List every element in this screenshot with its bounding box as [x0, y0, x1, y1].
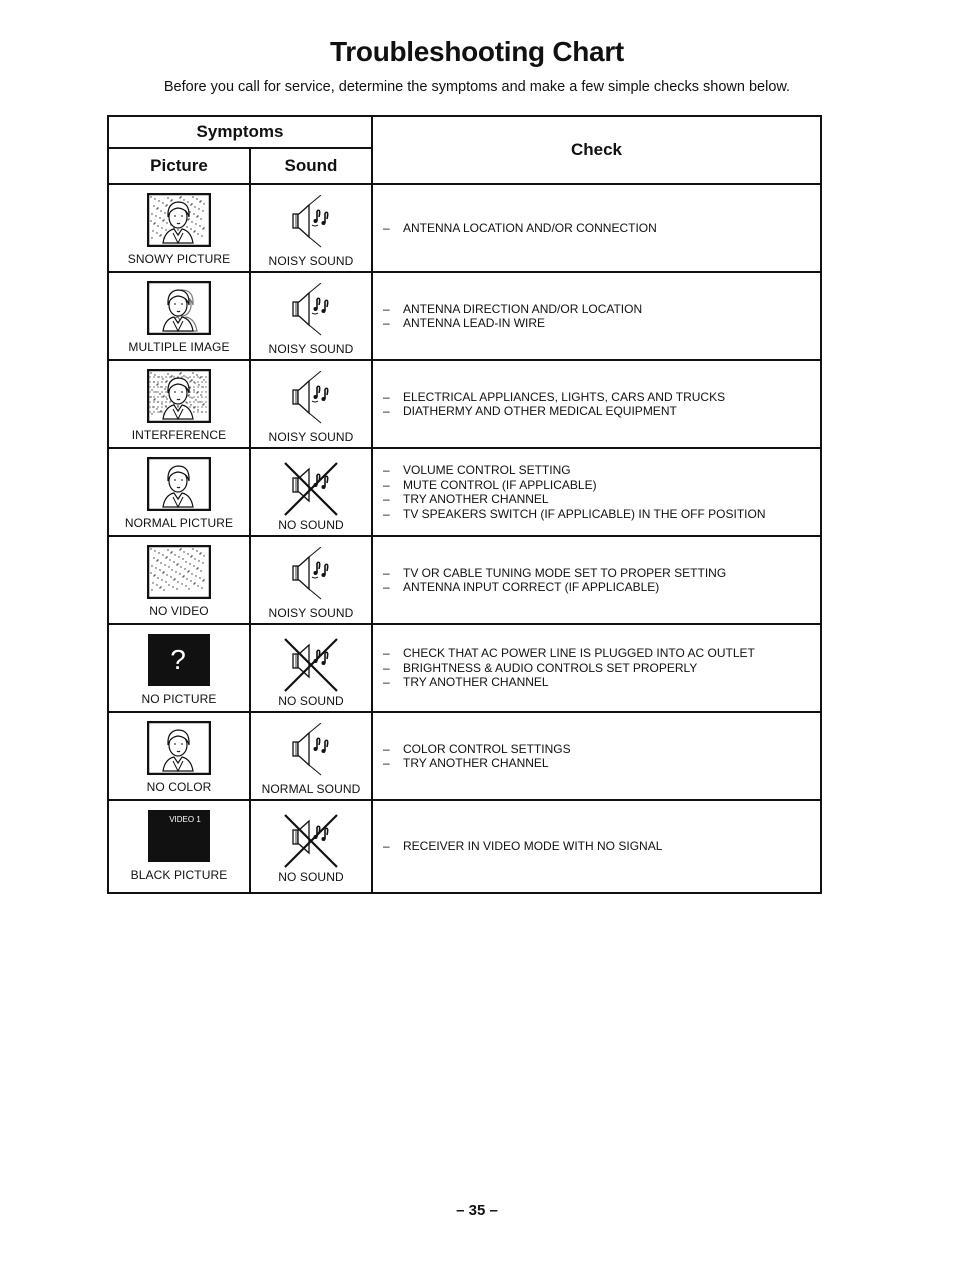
- svg-text:?: ?: [170, 644, 186, 675]
- check-item-text: TV SPEAKERS SWITCH (IF APPLICABLE) IN THE OFF POSITION: [403, 506, 766, 521]
- page-title: Troubleshooting Chart: [330, 36, 624, 67]
- check-item: [383, 390, 820, 405]
- table-row: [108, 624, 821, 712]
- no-sound-speaker-icon: [276, 459, 346, 515]
- picture-symptom-label: SNOWY PICTURE: [127, 252, 231, 266]
- sound-symptom-label: NOISY SOUND: [268, 342, 354, 356]
- check-item-text: ANTENNA DIRECTION AND/OR LOCATION: [403, 301, 643, 316]
- check-item: [383, 661, 820, 676]
- picture-cell: [108, 272, 250, 360]
- check-item: [383, 404, 820, 419]
- check-item: [383, 566, 820, 581]
- picture-cell: [108, 712, 250, 800]
- sound-symptom-label: NO SOUND: [278, 518, 344, 532]
- check-list: [383, 839, 820, 854]
- check-item-text: RECEIVER IN VIDEO MODE WITH NO SIGNAL: [403, 839, 663, 854]
- sound-cell: [250, 184, 372, 272]
- dash-bullet: –: [383, 839, 390, 854]
- check-cell: [372, 448, 821, 536]
- picture-symptom-label: NO COLOR: [146, 780, 212, 794]
- check-cell: [372, 536, 821, 624]
- sound-cell: [250, 712, 372, 800]
- dash-bullet: –: [383, 404, 390, 418]
- check-list: [383, 646, 820, 690]
- snowy-tv-icon: [147, 193, 211, 249]
- sound-symptom-label: NOISY SOUND: [268, 606, 354, 620]
- check-item: [383, 302, 820, 317]
- check-list: [383, 566, 820, 595]
- dash-bullet: –: [383, 580, 390, 594]
- check-item: [383, 742, 820, 757]
- dash-bullet: –: [383, 565, 390, 580]
- no-color-tv-icon: [147, 721, 211, 777]
- noisy-speaker-icon: [276, 547, 346, 603]
- troubleshooting-table: [107, 115, 822, 894]
- check-header: Check: [372, 116, 821, 184]
- check-item: [383, 492, 820, 507]
- interference-tv-icon: [147, 369, 211, 425]
- page-number: – 35 –: [456, 1202, 498, 1219]
- no-sound-speaker-icon: [276, 635, 346, 691]
- check-item-text: TRY ANOTHER CHANNEL: [403, 756, 549, 770]
- check-list: [383, 302, 820, 331]
- dash-bullet: –: [383, 477, 390, 492]
- sound-symptom-label: NORMAL SOUND: [261, 782, 361, 796]
- check-item: [383, 646, 820, 661]
- no-picture-tv-icon: [147, 633, 211, 689]
- check-item-text: DIATHERMY AND OTHER MEDICAL EQUIPMENT: [403, 404, 677, 418]
- no-video-tv-icon: [147, 545, 211, 601]
- check-cell: [372, 800, 821, 893]
- picture-cell: [108, 184, 250, 272]
- picture-cell: [108, 800, 250, 893]
- no-sound-speaker-icon: [276, 811, 346, 867]
- dash-bullet: –: [383, 389, 390, 404]
- sound-cell: [250, 360, 372, 448]
- multiple-image-tv-icon: [147, 281, 211, 337]
- dash-bullet: –: [383, 506, 390, 521]
- check-item-text: TRY ANOTHER CHANNEL: [403, 675, 549, 690]
- symptom-rows: [108, 184, 821, 893]
- picture-header: Picture: [108, 148, 250, 184]
- picture-symptom-label: BLACK PICTURE: [130, 868, 228, 882]
- check-list: [383, 463, 820, 521]
- dash-bullet: –: [383, 741, 390, 756]
- picture-symptom-label: INTERFERENCE: [131, 428, 227, 442]
- intro-text: Before you call for service, determine the symptoms and make a few simple checks shown below.: [163, 79, 791, 95]
- picture-symptom-label: MULTIPLE IMAGE: [128, 340, 230, 354]
- noisy-speaker-icon: [276, 195, 346, 251]
- check-item: [383, 507, 820, 522]
- dash-bullet: –: [383, 756, 390, 770]
- check-item: [383, 221, 820, 236]
- check-item-text: COLOR CONTROL SETTINGS: [403, 741, 571, 756]
- dash-bullet: –: [383, 316, 390, 330]
- sound-symptom-label: NO SOUND: [278, 870, 344, 884]
- check-cell: [372, 360, 821, 448]
- dash-bullet: –: [383, 463, 390, 477]
- table-row: [108, 272, 821, 360]
- sound-symptom-label: NOISY SOUND: [268, 430, 354, 444]
- picture-symptom-label: NO PICTURE: [141, 692, 217, 706]
- check-list: [383, 742, 820, 771]
- dash-bullet: –: [383, 492, 390, 506]
- noisy-speaker-icon: [276, 283, 346, 339]
- check-cell: [372, 624, 821, 712]
- check-cell: [372, 272, 821, 360]
- check-item-text: TV OR CABLE TUNING MODE SET TO PROPER SETTING: [403, 565, 727, 580]
- table-row: [108, 360, 821, 448]
- check-cell: [372, 712, 821, 800]
- check-item: [383, 316, 820, 331]
- check-item-text: MUTE CONTROL (IF APPLICABLE): [403, 477, 597, 492]
- check-item-text: VOLUME CONTROL SETTING: [403, 463, 571, 477]
- check-item: [383, 580, 820, 595]
- svg-text:VIDEO 1: VIDEO 1: [169, 815, 201, 824]
- sound-symptom-label: NOISY SOUND: [268, 254, 354, 268]
- check-item-text: CHECK THAT AC POWER LINE IS PLUGGED INTO AC OUTLET: [403, 646, 755, 661]
- picture-cell: [108, 624, 250, 712]
- picture-cell: [108, 360, 250, 448]
- black-screen-tv-icon: [147, 809, 211, 865]
- table-row: [108, 800, 821, 893]
- noisy-speaker-icon: [276, 371, 346, 427]
- check-item-text: ANTENNA LOCATION AND/OR CONNECTION: [403, 220, 657, 235]
- sound-cell: [250, 624, 372, 712]
- check-item-text: ELECTRICAL APPLIANCES, LIGHTS, CARS AND TRUCKS: [403, 389, 726, 404]
- table-row: [108, 712, 821, 800]
- picture-cell: [108, 448, 250, 536]
- sound-cell: [250, 536, 372, 624]
- dash-bullet: –: [383, 646, 390, 661]
- check-item-text: TRY ANOTHER CHANNEL: [403, 492, 549, 506]
- sound-cell: [250, 800, 372, 893]
- check-item: [383, 675, 820, 690]
- picture-symptom-label: NORMAL PICTURE: [124, 516, 234, 530]
- check-item-text: ANTENNA INPUT CORRECT (IF APPLICABLE): [403, 580, 660, 594]
- table-row: [108, 448, 821, 536]
- sound-symptom-label: NO SOUND: [278, 694, 344, 708]
- table-row: [108, 184, 821, 272]
- check-item: [383, 463, 820, 478]
- normal-speaker-icon: [276, 723, 346, 779]
- dash-bullet: –: [383, 660, 390, 675]
- picture-cell: [108, 536, 250, 624]
- sound-cell: [250, 448, 372, 536]
- check-cell: [372, 184, 821, 272]
- check-item: [383, 839, 820, 854]
- check-list: [383, 390, 820, 419]
- sound-cell: [250, 272, 372, 360]
- check-item: [383, 478, 820, 493]
- sound-header: Sound: [250, 148, 372, 184]
- dash-bullet: –: [383, 675, 390, 690]
- symptoms-header: Symptoms: [108, 116, 372, 148]
- table-row: [108, 536, 821, 624]
- normal-tv-icon: [147, 457, 211, 513]
- dash-bullet: –: [383, 301, 390, 316]
- check-list: [383, 221, 820, 236]
- dash-bullet: –: [383, 220, 390, 235]
- picture-symptom-label: NO VIDEO: [149, 604, 209, 618]
- check-item: [383, 756, 820, 771]
- check-item-text: ANTENNA LEAD-IN WIRE: [403, 316, 546, 330]
- check-item-text: BRIGHTNESS & AUDIO CONTROLS SET PROPERLY: [403, 660, 698, 675]
